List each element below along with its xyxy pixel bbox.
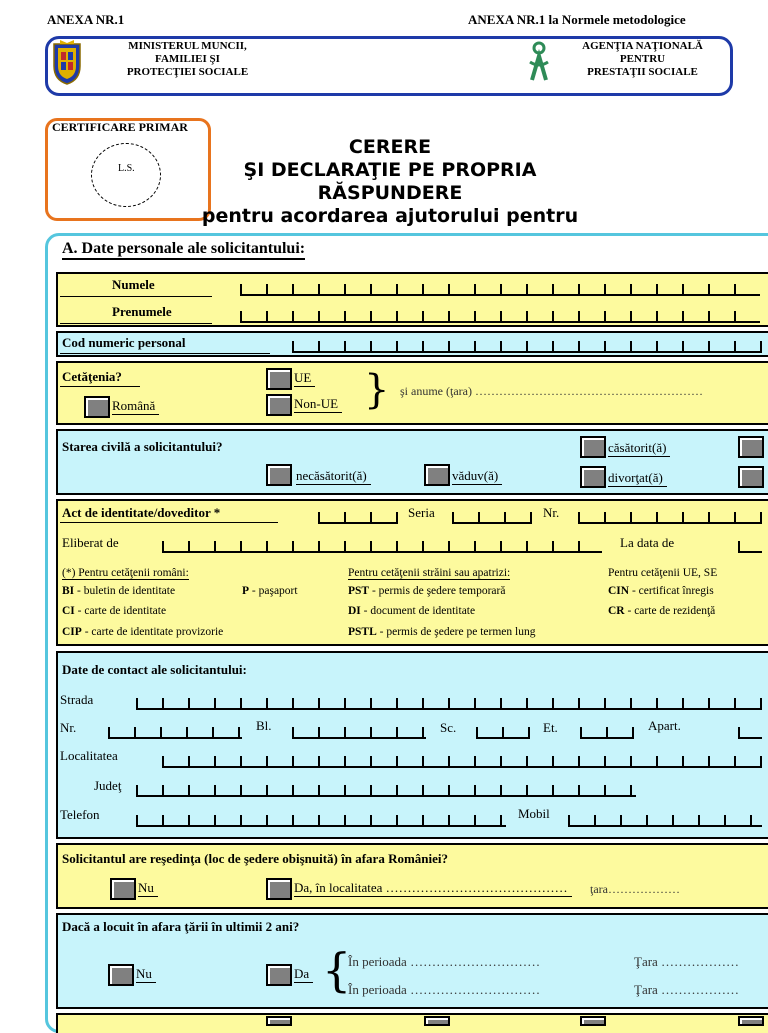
annex-label-left: ANEXA NR.1 <box>47 12 125 27</box>
cert-label: CERTIFICARE PRIMAR <box>52 120 188 134</box>
ministry-line-3: PROTECŢIEI SOCIALE <box>126 66 249 78</box>
abroad-yes-checkbox[interactable] <box>266 964 292 986</box>
block-label: Bl. <box>256 718 272 733</box>
last-name-input[interactable] <box>240 284 760 296</box>
last-name-label: Numele <box>112 277 155 292</box>
issue-date-input[interactable] <box>738 541 762 553</box>
abroad-period-1-field[interactable]: În perioada ………………………… <box>348 954 541 969</box>
coat-of-arms-icon <box>50 38 84 86</box>
note-pstl: PSTL - permis de şedere pe termen lung <box>348 626 536 638</box>
next-checkbox-2[interactable] <box>424 1016 450 1026</box>
abroad-brace: { <box>322 943 352 997</box>
citizenship-country-field[interactable]: şi anume (ţara) ………………………………………………… <box>400 384 703 398</box>
id-series-input[interactable] <box>452 512 532 524</box>
abroad-no-label: Nu <box>136 966 156 983</box>
county-label: Judeţ <box>94 778 122 793</box>
id-number-label: Nr. <box>543 505 560 520</box>
widowed-checkbox[interactable] <box>424 464 450 486</box>
residence-no-checkbox[interactable] <box>110 878 136 900</box>
note-cr: CR - carte de rezidenţă <box>608 605 716 617</box>
phone-input[interactable] <box>136 815 506 827</box>
title-line-2: ŞI DECLARAŢIE PE PROPRIA <box>243 159 537 181</box>
first-name-input[interactable] <box>240 311 760 323</box>
civil-status-extra-checkbox-2[interactable] <box>738 466 764 488</box>
phone-label: Telefon <box>60 807 100 822</box>
mobile-label: Mobil <box>518 806 550 821</box>
stamp-label: L.S. <box>118 163 135 174</box>
residence-locality-field[interactable]: Da, în localitatea …………………………………… <box>294 880 572 897</box>
non-ue-option-label: Non-UE <box>294 396 342 413</box>
note-cin: CIN - certificat înregis <box>608 585 714 597</box>
street-number-input[interactable] <box>108 727 242 739</box>
next-checkbox-1[interactable] <box>266 1016 292 1026</box>
note-pst: PST - permis de şedere temporară <box>348 585 506 597</box>
note-passport: P - paşaport <box>242 585 298 597</box>
next-section <box>56 1013 768 1033</box>
stair-input[interactable] <box>476 727 530 739</box>
notes-eu-heading: Pentru cetăţenii UE, SE <box>608 567 718 579</box>
abroad-country-2-field[interactable]: Ţara ……………… <box>634 982 740 997</box>
cnp-label: Cod numeric personal <box>62 335 186 350</box>
form-title <box>190 136 590 226</box>
note-cip: CIP - carte de identitate provizorie <box>62 626 224 638</box>
id-type-input[interactable] <box>318 512 398 524</box>
note-di: DI - document de identitate <box>348 605 476 617</box>
married-option-label: căsătorit(ă) <box>608 440 670 457</box>
abroad-period-2-field[interactable]: În perioada ………………………… <box>348 982 541 997</box>
abroad-country-1-field[interactable]: Ţara ……………… <box>634 954 740 969</box>
agency-line-2: PENTRU <box>619 53 666 65</box>
street-input[interactable] <box>136 698 762 710</box>
cnp-input[interactable] <box>292 341 762 353</box>
civil-status-extra-checkbox[interactable] <box>738 436 764 458</box>
contact-label: Date de contact ale solicitantului: <box>62 662 247 677</box>
county-input[interactable] <box>136 785 636 797</box>
lived-abroad-question: Dacă a locuit în afara ţării în ultimii 2 ani? <box>62 919 300 934</box>
notes-romanian-heading: (*) Pentru cetăţenii români: <box>62 567 189 579</box>
romanian-checkbox[interactable] <box>84 396 110 418</box>
ue-checkbox[interactable] <box>266 368 292 390</box>
residence-no-label: Nu <box>138 880 158 897</box>
residence-yes-checkbox[interactable] <box>266 878 292 900</box>
issued-by-input[interactable] <box>162 541 602 553</box>
agency-logo-icon <box>526 40 552 82</box>
title-line-3: RĂSPUNDERE <box>317 182 463 204</box>
agency-name <box>560 40 725 79</box>
id-document-label: Act de identitate/doveditor * <box>62 505 221 520</box>
floor-label: Et. <box>543 720 558 735</box>
annex-label-right: ANEXA NR.1 la Normele metodologice <box>468 12 686 27</box>
street-label: Strada <box>60 692 94 707</box>
locality-label: Localitatea <box>60 748 118 763</box>
divorced-option-label: divorţat(ă) <box>608 470 667 487</box>
residence-country-field[interactable]: ţara……………… <box>590 882 680 896</box>
contact-section <box>56 651 768 839</box>
married-checkbox[interactable] <box>580 436 606 458</box>
non-ue-checkbox[interactable] <box>266 394 292 416</box>
apartment-label: Apart. <box>648 718 681 733</box>
first-name-label: Prenumele <box>112 304 172 319</box>
residence-question: Solicitantul are reşedinţa (loc de şedere obişnuită) în afara României? <box>62 851 449 866</box>
note-ci: CI - carte de identitate <box>62 605 167 617</box>
title-line-4: pentru acordarea ajutorului pentru <box>201 205 579 226</box>
floor-input[interactable] <box>580 727 634 739</box>
mobile-input[interactable] <box>568 815 762 827</box>
section-a-heading: A. Date personale ale solicitantului: <box>62 240 305 260</box>
divorced-checkbox[interactable] <box>580 466 606 488</box>
citizenship-label: Cetăţenia? <box>62 369 122 384</box>
unmarried-checkbox[interactable] <box>266 464 292 486</box>
agency-line-3: PRESTAŢII SOCIALE <box>587 66 698 78</box>
next-checkbox-3[interactable] <box>580 1016 606 1026</box>
title-line-1: CERERE <box>348 136 432 158</box>
id-number-input[interactable] <box>578 512 762 524</box>
street-number-label: Nr. <box>60 720 77 735</box>
abroad-no-checkbox[interactable] <box>108 964 134 986</box>
unmarried-option-label: necăsătorit(ă) <box>296 468 371 485</box>
romanian-option-label: Română <box>112 398 159 415</box>
apartment-input[interactable] <box>738 727 762 739</box>
block-input[interactable] <box>292 727 426 739</box>
notes-foreign-heading: Pentru cetăţenii străini sau apatrizi: <box>348 567 511 579</box>
civil-status-label: Starea civilă a solicitantului? <box>62 439 223 454</box>
stamp-area <box>91 143 161 207</box>
ue-option-label: UE <box>294 370 315 387</box>
ministry-line-2: FAMILIEI ŞI <box>155 53 220 65</box>
ministry-line-1: MINISTERUL MUNCII, <box>128 40 247 52</box>
stair-label: Sc. <box>440 720 457 735</box>
citizenship-brace: } <box>364 367 390 413</box>
issue-date-label: La data de <box>620 535 675 550</box>
widowed-option-label: văduv(ă) <box>452 468 502 485</box>
note-bi: BI - buletin de identitate <box>62 585 176 597</box>
locality-input[interactable] <box>162 756 762 768</box>
ministry-name <box>110 40 265 79</box>
issued-by-label: Eliberat de <box>62 535 119 550</box>
series-label: Seria <box>408 505 435 520</box>
next-checkbox-4[interactable] <box>738 1016 764 1026</box>
agency-line-1: AGENŢIA NAŢIONALĂ <box>582 40 703 52</box>
abroad-yes-label: Da <box>294 966 313 983</box>
